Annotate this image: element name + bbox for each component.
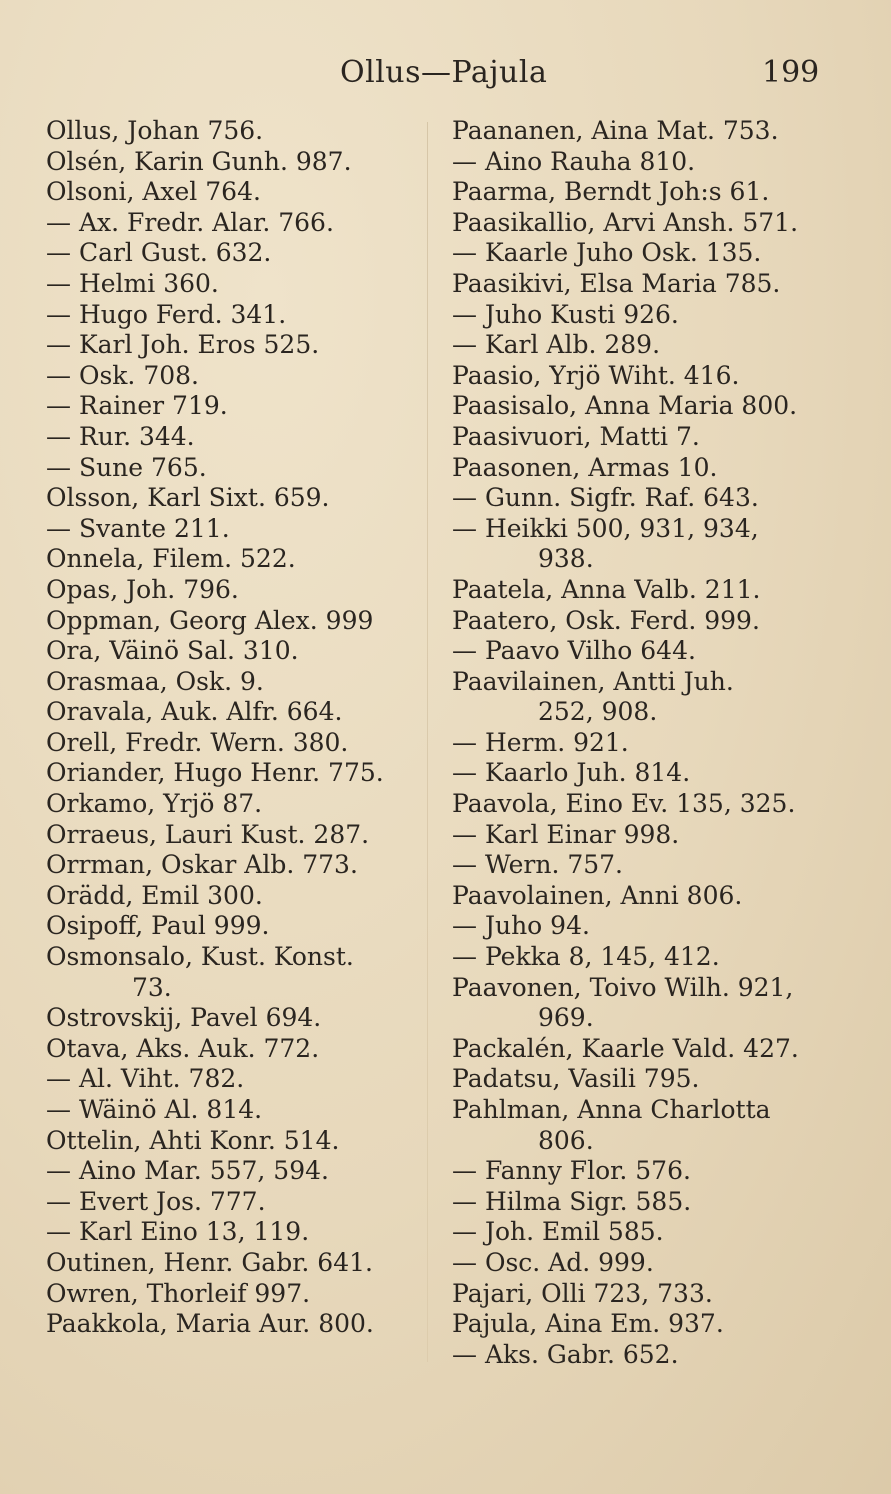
- index-entry: — Kaarlo Juh. 814.: [452, 758, 691, 788]
- index-entry: Outinen, Henr. Gabr. 641.: [46, 1247, 373, 1277]
- index-entry: Oravala, Auk. Alfr. 664.: [46, 697, 343, 727]
- index-entry: Paasisalo, Anna Maria 800.: [452, 391, 798, 421]
- index-entry: Paatela, Anna Valb. 211.: [452, 574, 761, 604]
- index-entry: Osmonsalo, Kust. Konst.: [46, 942, 354, 972]
- index-entry: — Sune 765.: [46, 452, 207, 482]
- index-entry: — Heikki 500, 931, 934,: [452, 513, 759, 543]
- index-entry: Oppman, Georg Alex. 999: [46, 605, 374, 635]
- index-entry: Paananen, Aina Mat. 753.: [452, 116, 779, 145]
- index-entry: — Hugo Ferd. 341.: [46, 299, 287, 329]
- index-entry: Onnela, Filem. 522.: [46, 544, 296, 574]
- index-entry: Olsson, Karl Sixt. 659.: [46, 483, 330, 513]
- column-divider: [427, 122, 428, 1362]
- index-entry: Pajari, Olli 723, 733.: [452, 1278, 713, 1308]
- index-entry: — Hilma Sigr. 585.: [452, 1186, 692, 1216]
- index-entry: Orkamo, Yrjö 87.: [46, 789, 263, 819]
- index-entry: 252, 908.: [538, 697, 658, 727]
- index-entry: — Helmi 360.: [46, 268, 219, 298]
- index-entry: Paasikivi, Elsa Maria 785.: [452, 268, 781, 298]
- index-entry: — Kaarle Juho Osk. 135.: [452, 238, 762, 268]
- index-entry: — Paavo Vilho 644.: [452, 636, 696, 666]
- index-entry: — Rainer 719.: [46, 391, 228, 421]
- index-entry: — Fanny Flor. 576.: [452, 1156, 691, 1186]
- page-number: 199: [762, 55, 820, 90]
- left-column: [46, 116, 416, 1340]
- index-entry: — Karl Einar 998.: [452, 819, 680, 849]
- index-entry: Pajula, Aina Em. 937.: [452, 1309, 724, 1339]
- index-entry: Paatero, Osk. Ferd. 999.: [452, 605, 760, 635]
- index-entry: Paasio, Yrjö Wiht. 416.: [452, 360, 740, 390]
- index-entry: 73.: [132, 972, 172, 1002]
- index-entry: — Evert Jos. 777.: [46, 1186, 266, 1216]
- index-entry: Olsoni, Axel 764.: [46, 177, 261, 207]
- index-entry: — Osc. Ad. 999.: [452, 1247, 654, 1277]
- index-entry: Ora, Väinö Sal. 310.: [46, 636, 299, 666]
- index-entry: Orasmaa, Osk. 9.: [46, 666, 264, 696]
- index-entry: Paavonen, Toivo Wilh. 921,: [452, 972, 794, 1002]
- index-entry: — Osk. 708.: [46, 360, 199, 390]
- index-entry: Pahlman, Anna Charlotta: [452, 1095, 771, 1124]
- index-entry: — Wern. 757.: [452, 850, 624, 880]
- index-entry: — Karl Alb. 289.: [452, 330, 661, 360]
- index-entry: Paasikallio, Arvi Ansh. 571.: [452, 207, 799, 237]
- index-entry: — Juho 94.: [452, 911, 590, 941]
- index-entry: Owren, Thorleif 997.: [46, 1278, 311, 1308]
- index-entry: Orell, Fredr. Wern. 380.: [46, 727, 349, 757]
- index-entry: — Joh. Emil 585.: [452, 1217, 664, 1247]
- index-entry: Opas, Joh. 796.: [46, 574, 239, 604]
- index-entry: Packalén, Kaarle Vald. 427.: [452, 1033, 799, 1063]
- index-entry: — Ax. Fredr. Alar. 766.: [46, 207, 334, 237]
- index-entry: Padatsu, Vasili 795.: [452, 1064, 700, 1094]
- index-entry: — Karl Eino 13, 119.: [46, 1217, 310, 1247]
- index-entry: Paakkola, Maria Aur. 800.: [46, 1309, 374, 1339]
- index-entry: — Gunn. Sigfr. Raf. 643.: [452, 483, 759, 513]
- index-entry: — Al. Viht. 782.: [46, 1064, 245, 1094]
- index-entry: Oriander, Hugo Henr. 775.: [46, 758, 384, 788]
- index-entry: Paavilainen, Antti Juh.: [452, 666, 734, 696]
- running-title: Ollus—Pajula: [340, 55, 548, 90]
- index-entry: Paasivuori, Matti 7.: [452, 421, 700, 451]
- index-entry: — Herm. 921.: [452, 727, 629, 757]
- index-entry: Ottelin, Ahti Konr. 514.: [46, 1125, 340, 1155]
- index-entry: — Rur. 344.: [46, 421, 195, 451]
- index-entry: Otava, Aks. Auk. 772.: [46, 1033, 320, 1063]
- index-entry: — Aks. Gabr. 652.: [452, 1339, 679, 1369]
- index-entry: Paavolainen, Anni 806.: [452, 880, 743, 910]
- index-entry: — Karl Joh. Eros 525.: [46, 330, 320, 360]
- index-entry: Osipoff, Paul 999.: [46, 911, 270, 941]
- index-entry: Orraeus, Lauri Kust. 287.: [46, 819, 370, 849]
- index-entry: Orädd, Emil 300.: [46, 880, 263, 910]
- page-header: [0, 55, 891, 95]
- index-entry: Olsén, Karin Gunh. 987.: [46, 146, 352, 176]
- index-entry: Paasonen, Armas 10.: [452, 452, 718, 482]
- index-entry: — Carl Gust. 632.: [46, 238, 272, 268]
- index-entry: Ostrovskij, Pavel 694.: [46, 1003, 322, 1033]
- index-entry: Paavola, Eino Ev. 135, 325.: [452, 789, 796, 819]
- index-entry: Paarma, Berndt Joh:s 61.: [452, 177, 770, 207]
- index-entry: — Juho Kusti 926.: [452, 299, 679, 329]
- index-entry: 938.: [538, 544, 594, 574]
- index-entry: — Wäinö Al. 814.: [46, 1095, 263, 1124]
- index-entry: Ollus, Johan 756.: [46, 116, 264, 145]
- index-entry: — Pekka 8, 145, 412.: [452, 942, 720, 972]
- right-column: [452, 116, 832, 1370]
- index-entry: 806.: [538, 1125, 594, 1155]
- index-entry: 969.: [538, 1003, 594, 1033]
- index-entry: Orrman, Oskar Alb. 773.: [46, 850, 358, 880]
- index-entry: — Aino Rauha 810.: [452, 146, 696, 176]
- index-entry: — Svante 211.: [46, 513, 230, 543]
- index-entry: — Aino Mar. 557, 594.: [46, 1156, 329, 1186]
